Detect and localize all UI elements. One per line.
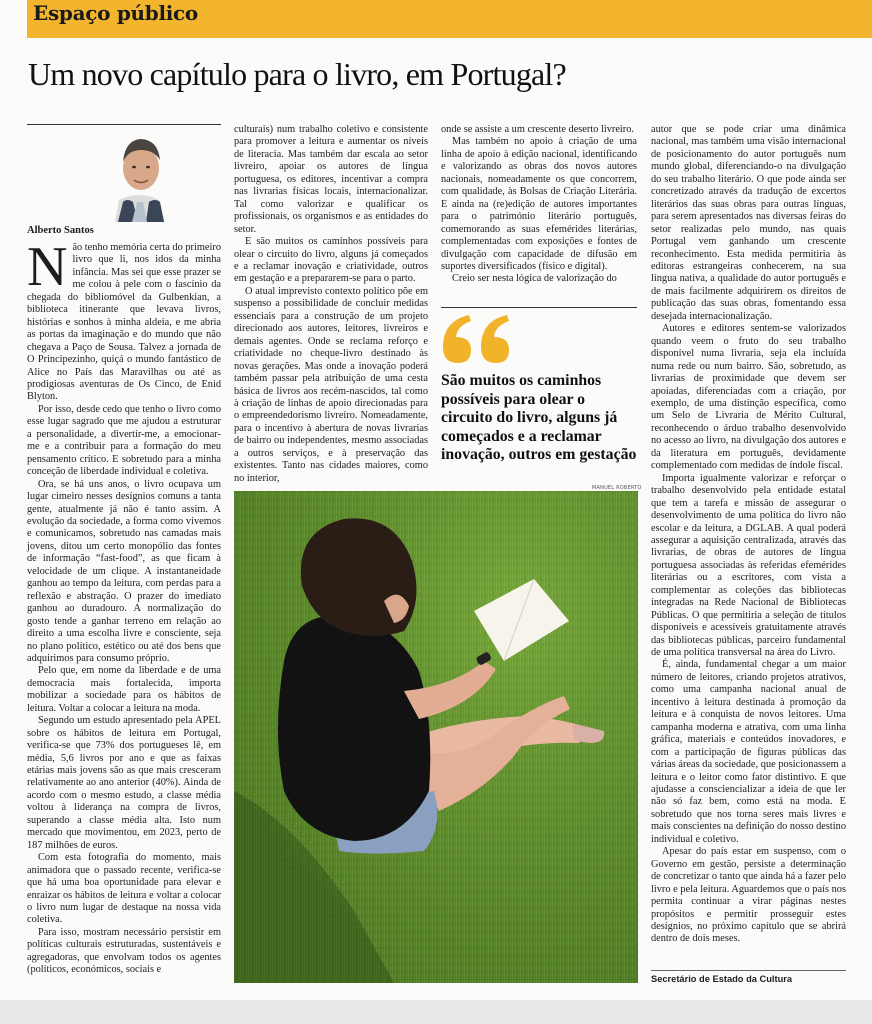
- dropcap-letter: N: [27, 236, 68, 298]
- article-column-1: [27, 236, 221, 1002]
- page-bottom-margin: [0, 1000, 872, 1024]
- reading-woman-photo: [234, 491, 638, 983]
- section-title: Espaço público: [33, 1, 198, 25]
- article-column-2: [234, 124, 428, 484]
- paragraph: Apesar do país estar em suspenso, com o Governo em gestão, persiste a determinação de concretizar o tanto que ainda há a fazer pelo livro e pela leitura. Aguardemos que o país nos permita continuar a virar páginas nestes propósitos e permitir prosseguir estes desígnios, no próximo capítulo que se abrirá dentro de dois meses.: [651, 846, 846, 945]
- paragraph: Segundo um estudo apresentado pela APEL sobre os hábitos de leitura em Portugal, verifica-se que 73% dos portugueses lê, em média, 5,6 livros por ano e que as faixas etárias mais jovens são as que mais cresceram relativamente ao ano anterior (40%). Ainda de acordo com o mesmo estudo, a classe média voltou à liderança na compra de livros, superando a classe média alta. Isto num mercado que movimentou, em 2023, perto de 187 milhões de euros.: [27, 715, 221, 851]
- paragraph: Ora, se há uns anos, o livro ocupava um lugar cimeiro nesses desígnios comuns a tanta gente, atualmente já não é tanto assim. A evolução da sociedade, a forma como vivemos e comunicamos, sobretudo nas camadas mais jovens, ditou um certo monopólio das fontes de informação “fast-food”, as que ficam à velocidade de um clique. A instantaneidade ganhou ao tempo da leitura, com perdas para a reflexão e abstração. O prazer do imediato ganhou ao duradouro. A normalização do gosto tende a ganhar terreno em relação ao direito a uma escolha livre e consciente, seja no plano político, estético ou até dos bens que adquirimos para consumo próprio.: [27, 478, 221, 664]
- paragraph: Para isso, mostram necessário persistir em políticas culturais estruturadas, sustentáveis e agregadoras, que envolvam todos os agentes (políticos, económicos, sociais e: [27, 926, 221, 976]
- signoff-rule: [651, 970, 846, 971]
- pull-quote: São muitos os caminhos possíveis para olear o circuito do livro, alguns já começados e a reclamar inovação, outros em gestação: [441, 372, 637, 464]
- paragraph: Autores e editores sentem-se valorizados quando veem o fruto do seu trabalho disponível numa livraria, seja ela incluída numa rede ou num bairro. São, sobretudo, as livrarias de proximidade que devem ser apoiadas, diferenciadas com a criação, por exemplo, de uma distinção específica, como um Selo de Livraria de Mérito Cultural, reconhecendo o árduo trabalho desenvolvido no acesso ao livro, na divulgação dos autores e da literatura em português, devidamente complementado com medidas de índole fiscal.: [651, 323, 846, 472]
- paragraph: autor que se pode criar uma dinâmica nacional, mas também uma visão internacional de posicionamento do autor português num mundo global, diferenciando-o na divulgação do seu trabalho literário. O que pode ainda ser concretizado através da tradução de excertos literários das suas obras para outras línguas, para serem apresentados nas diversas feiras do setor realizadas pelo mundo, nas quais Portugal vem ganhando um crescente reconhecimento. Esta medida permitiria às editoras estrangeiras conhecerem, na sua língua nativa, a qualidade do autor português e de mais facilmente adquirirem os direitos de publicação das suas obras, fomentando essa desejada internacionalização.: [651, 124, 846, 322]
- author-role: Secretário de Estado da Cultura: [651, 974, 793, 984]
- quote-marks-icon: [441, 313, 521, 365]
- paragraph: culturais) num trabalho coletivo e consistente para promover a leitura e aumentar os níveis de literacia. Mas também dar escala ao setor livreiro, apoiar os autores de língua portuguesa, os editores, incentivar a compra nas livrarias físicas locais, internacionalizar. Tal como valorizar e qualificar os profissionais, os organismos e as entidades do setor.: [234, 124, 428, 235]
- paragraph: Por isso, desde cedo que tenho o livro como esse lugar sagrado que me ajudou a estruturar a personalidade, a divertir-me, a emocionar-me e a contribuir para a formação do meu pensamento crítico. E sobretudo para a minha conceção de liberdade individual e coletiva.: [27, 403, 221, 478]
- article-column-3: [441, 124, 637, 304]
- article-column-4: [651, 124, 846, 970]
- paragraph: Creio ser nesta lógica de valorização do: [452, 273, 617, 285]
- author-top-rule: [27, 124, 221, 125]
- paragraph: Pelo que, em nome da liberdade e de uma democracia mais fortalecida, importa mobilizar a sociedade para os hábitos de leitura. Voltar a colocar a leitura na moda.: [27, 665, 221, 714]
- author-photo: [27, 126, 221, 222]
- paragraph: E são muitos os caminhos possíveis para olear o circuito do livro, alguns já começados e a reclamar inovação e criatividade, outros em gestação e a prepararem-se para o parto.: [234, 236, 428, 285]
- paragraph: O atual imprevisto contexto político põe em suspenso a possibilidade de concluir medidas essenciais para a construção de um projeto direcionado aos autores, leitores, livreiros e demais agentes. Onde se reclama reforço e criatividade no cheque-livro destinado às novas gerações. Mas onde a inovação poderá também passar pela atribuição de uma cesta básica de livros aos recém-nascidos, tal como à criação de linhas de apoio direcionadas para o empreendedorismo livreiro. Nomeadamente, para o incentivo à abertura de novas livrarias de bairro ou independentes, mesmo associadas a outros serviços, e à preservação das existentes. Tanto nas cidades maiores, como no interior,: [234, 285, 428, 484]
- paragraph: É, ainda, fundamental chegar a um maior número de leitores, criando projetos atrativos, como uma campanha nacional anual de incentivo à leitura destinada à promoção da leitura e à conquista de novos leitores. Uma campanha moderna e atrativa, com uma linha gráfica, materiais e conteúdos inovadores, e com a participação de figuras públicas das várias áreas da sociedade, que posicionassem a leitura e o leitor como fator distintivo. E que ajudasse a consciencializar a ideia de que ler não só faz bem, como está na moda. E sobretudo que nos torna seres mais livres e mais conscientes na definição do nosso destino individual e coletivo.: [651, 659, 846, 845]
- pullquote-top-rule: [441, 307, 637, 308]
- paragraph: Mas também no apoio à criação de uma linha de apoio à edição nacional, identificando e valorizando as obras dos novos autores nacionais, nomeadamente os que concorrem, com qualidade, às Bolsas de Criação Literária. E ainda na (re)edição de autores importantes para o património literário português, comemorando as suas efemérides literárias, complementadas com exposições e fontes de divulgação com capacidade de difusão em suportes diversificados (físico e digital).: [441, 136, 637, 272]
- paragraph: Com esta fotografia do momento, mais animadora que o passado recente, verifica-se que há uma boa oportunidade para elevar e enraizar os hábitos de leitura e voltar a colocar o livro num lugar de destaque na nossa vida coletiva.: [27, 852, 221, 926]
- paragraph: Importa igualmente valorizar e reforçar o trabalho desenvolvido pela entidade estatal que tem a tarefa e missão de assegurar o desenvolvimento de uma política do livro não escolar e da leitura, a DGLAB. A qual poderá assegurar a aquisição centralizada, através das livrarias, de obras de autores de língua portuguesa associadas às referidas efemérides literárias ou a escritores, com vista a complementar as coleções das bibliotecas integradas na Rede Nacional de Bibliotecas Públicas. O que permitiria a seleção de títulos disponíveis e acessíveis gratuitamente através das bibliotecas públicas, parceiro fundamental de uma política transversal na área do Livro.: [651, 472, 846, 659]
- author-name: Alberto Santos: [27, 225, 94, 236]
- first-paragraph: Não tenho memória certa do primeiro livro que li, nos idos da minha infância. Mas sei que esse prazer se me colou à pele com o fascínio da chegada do bibliomóvel da Gulbenkian, a biblioteca itinerante que levava livros, histórias e sonhos à minha aldeia, e me abria as portas da imaginação e do mundo que não chegava a Paço de Sousa. Talvez a jornada de O Principezinho, quiçá o mundo fantástico de Alice no País das Maravilhas ou até as prodigiosas aventuras de Os Cinco, de Enid Blyton.: [27, 236, 221, 403]
- photo-credit: MANUEL ROBERTO: [592, 485, 642, 491]
- article-headline: Um novo capítulo para o livro, em Portugal?: [28, 56, 566, 92]
- paragraph: onde se assiste a um crescente deserto livreiro.: [441, 124, 635, 135]
